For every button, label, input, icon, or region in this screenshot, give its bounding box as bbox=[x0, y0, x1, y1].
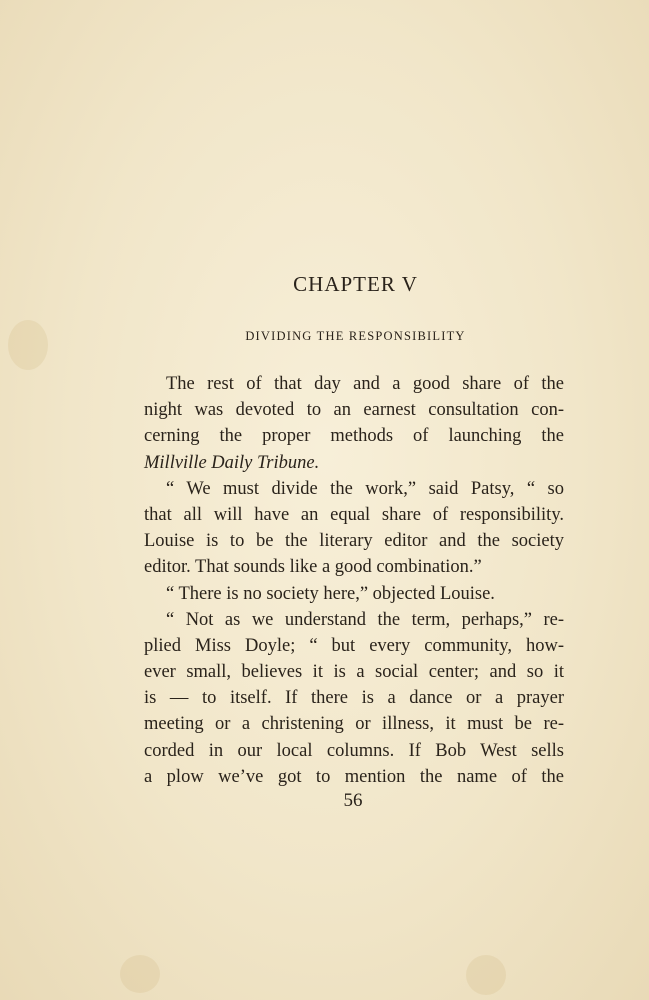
text-line: night was devoted to an earnest consultation con- bbox=[144, 400, 564, 421]
text-line: “ There is no society here,” objected Louise. bbox=[166, 583, 495, 604]
chapter-subtitle: DIVIDING THE RESPONSIBILITY bbox=[245, 329, 466, 343]
text-line: that all will have an equal share of responsibility. bbox=[144, 504, 564, 525]
paper-stain bbox=[466, 955, 506, 995]
text-line: The rest of that day and a good share of the bbox=[166, 374, 564, 394]
text-line: is — to itself. If there is a dance or a prayer bbox=[144, 688, 564, 709]
paper-stain bbox=[8, 320, 48, 370]
text-line: “ We must divide the work,” said Patsy, “ so bbox=[166, 478, 564, 499]
text-line: Louise is to be the literary editor and the society bbox=[144, 531, 564, 552]
text-line: meeting or a christening or illness, it must be re- bbox=[144, 714, 564, 735]
page-number: 56 bbox=[343, 790, 363, 811]
text-line: editor. That sounds like a good combination.” bbox=[144, 557, 482, 578]
text-line: “ Not as we understand the term, perhaps,” re- bbox=[166, 609, 564, 630]
paper-stain bbox=[120, 955, 160, 993]
text-line: plied Miss Doyle; “ but every community, how- bbox=[144, 635, 564, 656]
text-line: cerning the proper methods of launching the bbox=[144, 426, 564, 447]
body-text bbox=[144, 371, 564, 790]
text-line: a plow we’ve got to mention the name of the bbox=[144, 766, 564, 787]
text-line: corded in our local columns. If Bob West sells bbox=[144, 740, 564, 761]
text-line: ever small, believes it is a social center; and so it bbox=[144, 662, 564, 683]
text-line: Millville Daily Tribune. bbox=[144, 452, 320, 473]
chapter-heading: CHAPTER V bbox=[293, 272, 418, 296]
